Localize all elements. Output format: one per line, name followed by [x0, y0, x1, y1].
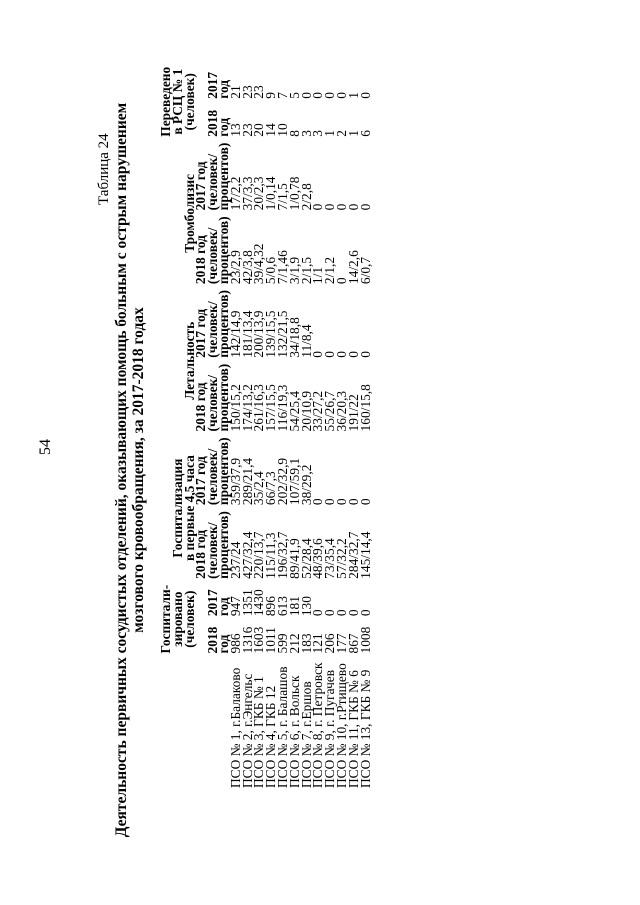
- transfer-2018-cell: 14: [263, 123, 279, 137]
- row-name-cell: ПСО № 9, г. Пугачев: [322, 669, 338, 788]
- transfer-2017-cell: 0: [310, 92, 326, 99]
- mortality-2018-cell: 191/22: [345, 394, 361, 432]
- hosp-2018-cell: 867: [345, 633, 361, 654]
- table-title: [113, 55, 147, 885]
- row-name-cell: ПСО № 1, г.Балаково: [227, 667, 243, 788]
- early-2017-header: 2017 год (человек/ процентов): [193, 437, 232, 506]
- row-name-cell: ПСО № 6, г. Вольск: [286, 675, 302, 788]
- early-2017-cell: 66/7,3: [263, 471, 279, 506]
- mortality-group-header: Летальность: [181, 321, 197, 400]
- transfer-2018-cell: 8: [286, 129, 302, 137]
- early-2017-cell: 0: [345, 498, 361, 506]
- early-2017-cell: 289/21,4: [239, 457, 255, 506]
- early-2018-header: 2018 год (человек/ процентов): [193, 511, 232, 579]
- transfer-2018-cell: 2: [334, 129, 350, 137]
- name-col-header: [195, 656, 230, 791]
- thrombolysis-2017-cell: 7/1,5: [275, 183, 291, 211]
- hosp-2018-cell: 599: [275, 633, 291, 654]
- title-line: мозгового кровообращения, за 2017-2018 годах: [130, 307, 147, 633]
- thrombolysis-2017-header: 2017 год (человек/ процентов): [193, 142, 232, 211]
- transfer-2018-cell: 6: [357, 129, 373, 137]
- early-2018-cell: 237/24: [227, 541, 243, 579]
- table-number: Таблица 24: [96, 133, 112, 205]
- transfer-2017-cell: 7: [275, 92, 291, 99]
- transfer-2018-cell: 1: [345, 129, 361, 137]
- early-2018-cell: 220/13,7: [251, 531, 267, 579]
- mortality-2017-cell: 132/21,5: [275, 310, 291, 358]
- early-2017-cell: 202/32,9: [275, 457, 291, 506]
- transfer-2018-cell: 13: [227, 123, 243, 137]
- hosp-2017-cell: 947: [227, 596, 243, 617]
- thrombolysis-2017-cell: 0: [310, 203, 326, 211]
- hosp-2017-cell: 0: [310, 609, 326, 617]
- early-2018-cell: 52/28,4: [298, 538, 314, 579]
- thrombolysis-2018-cell: 23/2,9: [227, 250, 243, 285]
- thrombolysis-2017-cell: 20/2,3: [251, 176, 267, 211]
- thrombolysis-2017-cell: 17/2,2: [227, 176, 243, 211]
- early-2017-cell: 0: [334, 498, 350, 506]
- mortality-2018-cell: 174/13,2: [239, 384, 255, 432]
- hosp-2017-header: 2017 год: [204, 589, 232, 617]
- early-2018-cell: 145/14,4: [357, 531, 373, 579]
- early-2018-cell: 89/41,9: [286, 538, 302, 579]
- thrombolysis-2017-cell: 1/0,78: [286, 176, 302, 211]
- thrombolysis-2018-cell: 6/0,7: [357, 256, 373, 285]
- mortality-2017-cell: 0: [322, 351, 338, 358]
- hosp-2017-cell: 130: [298, 596, 314, 617]
- hosp-2017-cell: 0: [322, 609, 338, 617]
- thrombolysis-2018-header: 2018 год (человек/ процентов): [193, 216, 232, 285]
- mortality-2017-cell: 0: [357, 351, 373, 358]
- early-2017-cell: 0: [357, 498, 373, 506]
- mortality-2018-cell: 160/15,8: [357, 384, 373, 432]
- early-2018-cell: 48/39,6: [310, 538, 326, 579]
- mortality-2017-cell: 0: [345, 351, 361, 358]
- thrombolysis-2018-cell: 1/1: [310, 266, 326, 285]
- transfer-2018-cell: 3: [298, 129, 314, 137]
- thrombolysis-2018-cell: 42/3,8: [239, 250, 255, 285]
- transfer-2018-header: 2018 год: [204, 109, 232, 137]
- early-2017-cell: 359/37,9: [227, 457, 243, 506]
- transfer-2017-cell: 0: [298, 92, 314, 99]
- transfer-2017-cell: 9: [263, 92, 279, 99]
- thrombolysis-2018-cell: 3/1,9: [286, 256, 302, 285]
- mortality-2018-cell: 261/16,3: [251, 384, 267, 432]
- mortality-2018-cell: 55/26,7: [322, 390, 338, 432]
- mortality-2017-cell: 0: [310, 351, 326, 358]
- transfer-2017-cell: 5: [286, 92, 302, 99]
- corner-cell: [160, 656, 195, 791]
- row-name-cell: ПСО № 4, ГКБ 12: [263, 685, 279, 788]
- thrombolysis-2018-cell: 2/1,5: [298, 256, 314, 285]
- thrombolysis-2017-cell: 1/0,14: [263, 176, 279, 211]
- table-row: [360, 64, 372, 791]
- hosp-2017-cell: 896: [263, 596, 279, 617]
- thrombolysis-2017-cell: 0: [345, 203, 361, 211]
- thrombolysis-2018-cell: 14/2,6: [345, 250, 361, 285]
- thrombolysis-group-header: Тромболизис: [181, 174, 197, 253]
- hosp-2017-cell: 181: [286, 596, 302, 617]
- early-2018-cell: 427/32,4: [239, 531, 255, 579]
- early-2017-cell: 0: [322, 498, 338, 506]
- hosp-2017-cell: 1430: [251, 589, 267, 617]
- early-2017-cell: 35/2,4: [251, 471, 267, 506]
- thrombolysis-2018-cell: 0: [334, 277, 350, 285]
- mortality-2017-header: 2017 год (человек/ процентов): [193, 290, 232, 358]
- hosp-2017-cell: 0: [334, 609, 350, 617]
- row-name-cell: ПСО № 5, г. Балашов: [275, 666, 291, 788]
- mortality-2017-cell: 0: [334, 351, 350, 358]
- transfer-2017-cell: 23: [239, 85, 255, 99]
- row-name-cell: ПСО № 13, ГКБ № 9: [357, 669, 373, 788]
- transfer-2018-cell: 1: [322, 129, 338, 137]
- early-2017-cell: 107/59,1: [286, 457, 302, 506]
- row-name-cell: ПСО № 8, г. Петровск: [310, 662, 326, 788]
- early-2018-cell: 73/35,4: [322, 538, 338, 579]
- mortality-2017-cell: 11/8,4: [298, 324, 314, 358]
- transfer-2018-cell: 3: [310, 129, 326, 137]
- thrombolysis-2017-cell: 0: [357, 203, 373, 211]
- transfer-2017-cell: 1: [345, 92, 361, 99]
- mortality-2017-cell: 200/13,9: [251, 310, 267, 358]
- mortality-2017-cell: 142/14,9: [227, 310, 243, 358]
- hosp-group-header: Госпитали- зировано (человек): [158, 584, 197, 654]
- row-name-cell: ПСО № 10, г.Ртищево: [334, 663, 350, 788]
- early-2018-cell: 115/11,3: [263, 532, 279, 579]
- mortality-2017-cell: 139/15,5: [263, 310, 279, 358]
- thrombolysis-2017-cell: 0: [334, 203, 350, 211]
- hosp-2017-cell: 1351: [239, 589, 255, 617]
- transfer-2017-header: 2017 год: [204, 71, 232, 99]
- mortality-2018-cell: 20/10,9: [298, 390, 314, 432]
- hosp-2018-cell: 1011: [263, 627, 279, 654]
- early-2018-cell: 196/32,7: [275, 531, 291, 579]
- transfer-2017-cell: 23: [251, 85, 267, 99]
- row-name-cell: ПСО № 2, г.Энгельс: [239, 673, 255, 788]
- transfer-2017-cell: 0: [334, 92, 350, 99]
- mortality-2018-cell: 157/15,5: [263, 384, 279, 432]
- hosp-2018-cell: 1603: [251, 626, 267, 654]
- hosp-2018-cell: 121: [310, 633, 326, 654]
- early-2018-cell: 284/32,7: [345, 531, 361, 579]
- pso-activity-table: [160, 64, 371, 791]
- thrombolysis-2018-cell: 7/1,46: [275, 250, 291, 285]
- hosp-2018-cell: 1008: [357, 626, 373, 654]
- early-2017-cell: 38/29,2: [298, 464, 314, 506]
- thrombolysis-2018-cell: 2/1,2: [322, 256, 338, 285]
- hosp-2018-cell: 1316: [239, 626, 255, 654]
- hosp-2018-cell: 986: [227, 633, 243, 654]
- title-line: Деятельность первичных сосудистых отделений, оказывающих помощь больным с острым нарушением: [113, 102, 130, 838]
- transfer-group-header: Переведено в РСЦ № 1 (человек): [158, 66, 197, 137]
- hosp-2017-cell: 613: [275, 596, 291, 617]
- mortality-2018-cell: 36/20,3: [334, 390, 350, 432]
- transfer-2017-cell: 0: [357, 92, 373, 99]
- row-name-cell: ПСО № 11, ГКБ № 6: [345, 670, 361, 788]
- hosp-2018-cell: 212: [286, 633, 302, 654]
- mortality-2018-header: 2018 год (человек/ процентов): [193, 363, 232, 432]
- early-2018-cell: 57/32,2: [334, 538, 350, 579]
- transfer-2017-cell: 21: [227, 85, 243, 99]
- thrombolysis-2018-cell: 39/4,32: [251, 243, 267, 285]
- thrombolysis-2017-cell: 0: [322, 203, 338, 211]
- table-body: [227, 64, 373, 791]
- thrombolysis-2017-cell: 2/2,8: [298, 183, 314, 211]
- mortality-2018-cell: 33/27,2: [310, 390, 326, 432]
- thrombolysis-2017-cell: 37/3,3: [239, 176, 255, 211]
- row-name-cell: ПСО № 3, ГКБ № 1: [251, 676, 267, 788]
- early-2017-cell: 0: [310, 498, 326, 506]
- hosp-2018-header: 2018 год: [204, 626, 232, 654]
- mortality-2017-cell: 181/13,4: [239, 310, 255, 358]
- hosp-2018-cell: 177: [334, 633, 350, 654]
- mortality-2018-cell: 116/19,3: [275, 384, 291, 432]
- transfer-2018-cell: 10: [275, 123, 291, 137]
- hosp-2018-cell: 206: [322, 633, 338, 654]
- transfer-2018-cell: 23: [239, 123, 255, 137]
- mortality-2018-cell: 150/15,2: [227, 384, 243, 432]
- transfer-2018-cell: 20: [251, 123, 267, 137]
- row-name-cell: ПСО № 7, г.Ершов: [298, 681, 314, 788]
- page-number: 54: [37, 439, 54, 455]
- early-group-header: Госпитализация в первые 4,5 часа: [169, 455, 197, 562]
- mortality-2017-cell: 34/18,8: [286, 317, 302, 358]
- mortality-2018-cell: 54/25,4: [286, 390, 302, 432]
- thrombolysis-2018-cell: 5/0,6: [263, 256, 279, 285]
- hosp-2017-cell: 0: [357, 609, 373, 617]
- transfer-2017-cell: 0: [322, 92, 338, 99]
- hosp-2017-cell: 0: [345, 609, 361, 617]
- hosp-2018-cell: 183: [298, 633, 314, 654]
